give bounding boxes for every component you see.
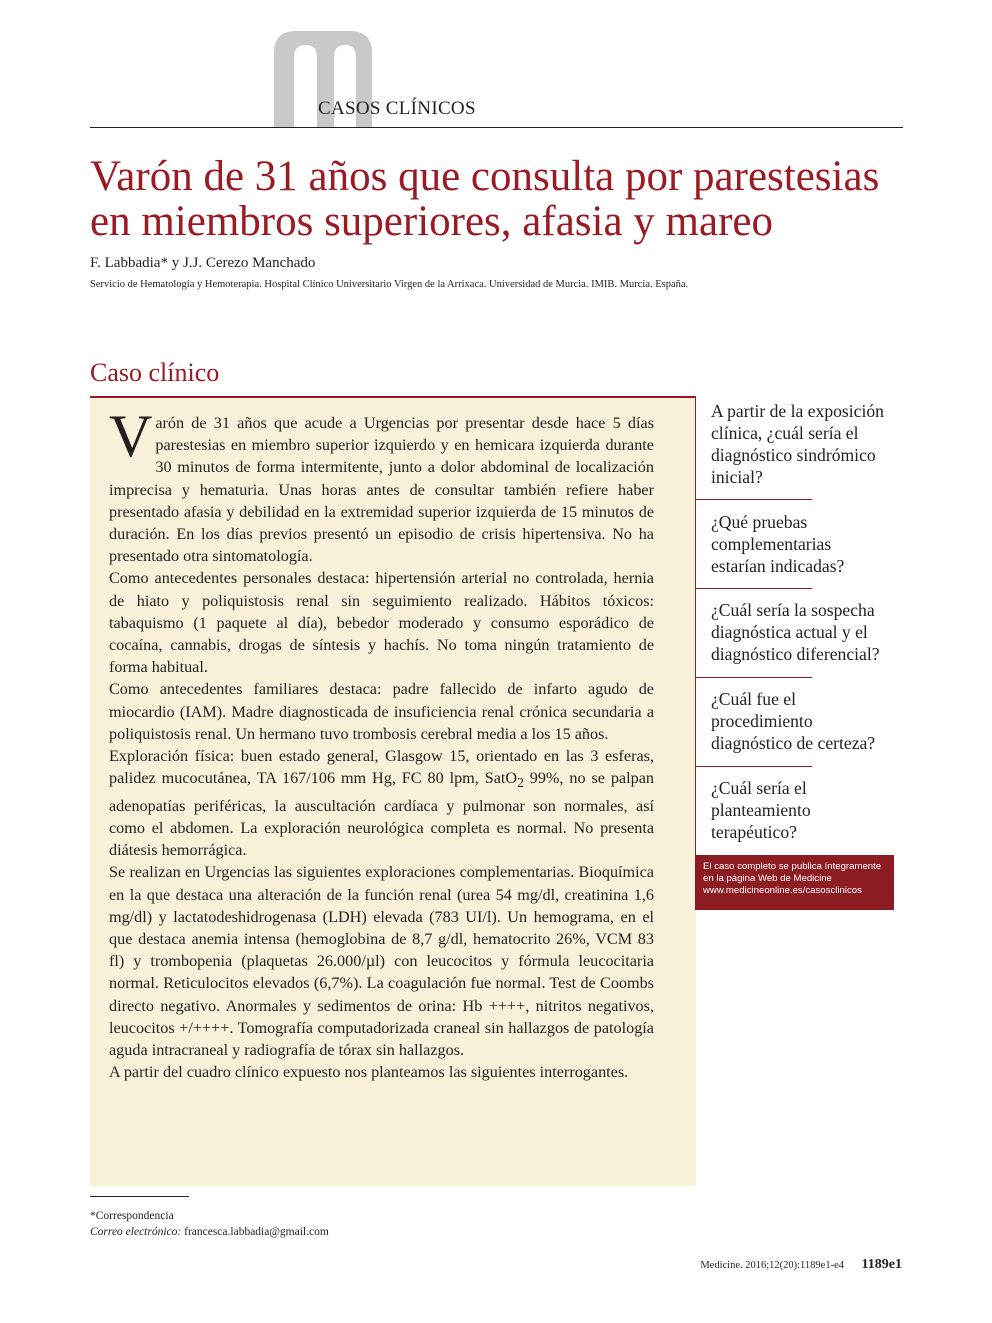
question-separator	[696, 766, 812, 767]
case-paragraph-6: A partir del cuadro clínico expuesto nos planteamos las siguientes interrogantes.	[109, 1063, 629, 1082]
question-5-line-3: terapéutico?	[711, 822, 797, 842]
question-1-line-2: clínica, ¿cuál sería el	[711, 423, 859, 443]
question-1	[711, 400, 884, 488]
case-box	[90, 398, 696, 1186]
footnote-rule	[90, 1196, 189, 1197]
case-paragraph-4-part-1: Exploración física: buen estado general, Glasgow 15, orientado en las 3 esferas, palidez mucocutánea, TA 167/106 mm Hg, FC 80 lpm, SatO	[109, 747, 654, 788]
question-4-line-1: ¿Cuál fue el	[711, 689, 796, 709]
article-title	[90, 154, 910, 244]
question-2	[711, 511, 844, 577]
question-3-line-3: diagnóstico diferencial?	[711, 644, 880, 664]
question-2-line-3: estarían indicadas?	[711, 556, 845, 576]
case-paragraph-4-part-2: 99%, no se palpan adenopatías periféricas, la auscultación cardíaca y pulmonar son normales, así como el abdomen. La exploración neurológica completa es normal. No presenta diátesis hemorrágica.	[109, 769, 654, 860]
journal-citation: Medicine. 2016;12(20):1189e1-e4	[700, 1260, 844, 1271]
questions-divider	[695, 398, 696, 855]
question-4-line-3: diagnóstico de certeza?	[711, 733, 876, 753]
drop-cap: V	[109, 403, 153, 469]
page-number: 1189e1	[861, 1257, 902, 1272]
title-line-1: Varón de 31 años que consulta por parestesias	[90, 153, 880, 200]
online-case-promo	[695, 855, 894, 910]
question-1-line-4: inicial?	[711, 467, 763, 487]
case-paragraph-1	[109, 403, 654, 567]
email-label: Correo electrónico:	[90, 1226, 182, 1238]
question-5	[711, 777, 811, 843]
question-5-line-2: planteamiento	[711, 800, 811, 820]
header-rule	[90, 127, 903, 128]
question-2-line-2: complementarias	[711, 534, 832, 554]
question-1-line-3: diagnóstico sindrómico	[711, 445, 876, 465]
case-paragraph-3: Como antecedentes familiares destaca: padre fallecido de infarto agudo de miocardio (IAM). Madre diagnosticada de insuficiencia renal crónica secundaria a poliquistosis renal. Un hermano tuvo trombosis cerebral media a los 15 años.	[109, 680, 654, 743]
question-1-line-1: A partir de la exposición	[711, 401, 884, 421]
case-paragraph-4	[109, 745, 654, 861]
question-separator	[696, 677, 812, 678]
section-label: CASOS CLÍNICOS	[318, 98, 476, 119]
authors: F. Labbadia* y J.J. Cerezo Manchado	[90, 255, 316, 271]
title-line-2: en miembros superiores, afasia y mareo	[90, 198, 773, 245]
promo-url-link[interactable]: www.medicineonline.es/casosclinicos	[703, 885, 862, 896]
promo-line-2: en la página Web de Medicine	[703, 873, 832, 884]
case-paragraph-5: Se realizan en Urgencias las siguientes exploraciones complementarias. Bioquímica en la que destaca una alteración de la función renal (urea 54 mg/dl, creatinina 1,6 mg/dl) y lactatodeshidrogenasa (LDH) elevada (783 UI/l). Un hemograma, en el que destaca anemia intensa (hemoglobina de 8,7 g/dl, hematocrito 26%, VCM 83 fl) y trombopenia (plaquetas 26.000/µl) con leucocitos y fórmula leucocitaria normal. Reticulocitos elevados (6,7%). La coagulación fue normal. Test de Coombs directo negativo. Anormales y sedimentos de orina: Hb ++++, nitritos negativos, leucocitos +/++++. Tomografía computadorizada craneal sin hallazgos de patología aguda intracraneal y radiografía de tórax sin hallazgos.	[109, 863, 654, 1059]
question-separator	[696, 588, 812, 589]
question-4	[711, 688, 875, 754]
question-4-line-2: procedimiento	[711, 711, 813, 731]
case-paragraph-1-text: arón de 31 años que acude a Urgencias por presentar desde hace 5 días parestesias en miembro superior izquierdo y en hemicara izquierda durante 30 minutos de forma intermitente, junto a dolor abdominal de localización imprecisa y hematuria. Unas horas antes de consultar también refiere haber presentado afasia y debilidad en la extremidad superior izquierda de 15 minutos de duración. En los días previos presentó un episodio de crisis hipertensiva. No ha presentado otra sintomatología.	[109, 414, 654, 566]
affiliation: Servicio de Hematología y Hemoterapia. Hospital Clínico Universitario Virgen de la Arrixaca. Universidad de Murcia. IMIB. Murcia. España.	[90, 279, 689, 290]
question-3-line-2: diagnóstica actual y el	[711, 622, 868, 642]
case-paragraph-2: Como antecedentes personales destaca: hipertensión arterial no controlada, hernia de hiato y poliquistosis renal sin seguimiento realizado. Hábitos tóxicos: tabaquismo (1 paquete al día), bebedor moderado y consumo esporádico de cocaína, cannabis, drogas de síntesis y hachís. No toma ningún tratamiento de forma habitual.	[109, 569, 654, 677]
email-address: francesca.labbadia@gmail.com	[184, 1226, 329, 1238]
case-paragraph-4-subscript: 2	[517, 775, 524, 791]
question-2-line-1: ¿Qué pruebas	[711, 512, 808, 532]
promo-line-1: El caso completo se publica íntegramente	[703, 861, 882, 872]
email-note	[90, 1226, 329, 1238]
question-3-line-1: ¿Cuál sería la sospecha	[711, 600, 875, 620]
question-separator	[696, 499, 812, 500]
question-3	[711, 599, 880, 665]
section-title: Caso clínico	[90, 358, 220, 387]
correspondence-note: *Correspondencia	[90, 1210, 174, 1222]
question-5-line-1: ¿Cuál sería el	[711, 778, 807, 798]
